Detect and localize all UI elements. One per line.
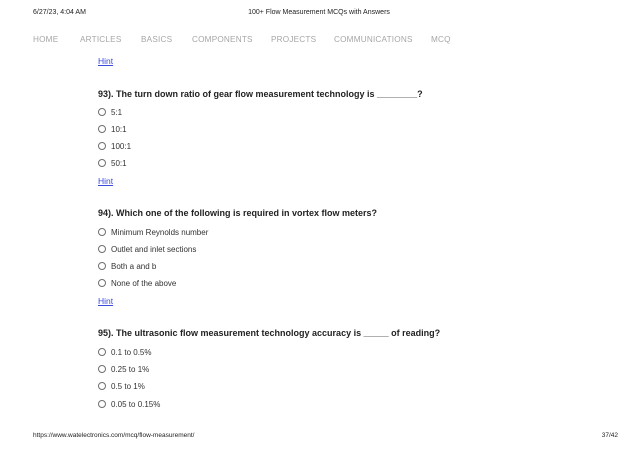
radio-button[interactable] <box>98 348 106 356</box>
option-93-a[interactable] <box>98 106 122 118</box>
hint-link-94[interactable]: Hint <box>98 296 114 306</box>
option-94-b[interactable] <box>98 243 196 255</box>
radio-button[interactable] <box>98 142 106 150</box>
radio-button[interactable] <box>98 365 106 373</box>
option-94-c[interactable] <box>98 260 156 272</box>
radio-button[interactable] <box>98 159 106 167</box>
radio-button[interactable] <box>98 228 106 236</box>
radio-button[interactable] <box>98 108 106 116</box>
print-date: 6/27/23, 4:04 AM <box>33 9 86 16</box>
nav-item-basics[interactable]: BASICS <box>141 35 173 44</box>
top-navigation <box>0 35 638 49</box>
nav-item-communications[interactable]: COMMUNICATIONS <box>334 35 413 44</box>
nav-item-articles[interactable]: ARTICLES <box>80 35 122 44</box>
page-number: 37/42 <box>601 432 618 439</box>
option-94-a[interactable] <box>98 226 208 238</box>
option-label: 0.05 to 0.15% <box>111 399 161 409</box>
radio-button[interactable] <box>98 382 106 390</box>
question-93: 93). The turn down ratio of gear flow measurement technology is ________? <box>98 89 423 99</box>
question-94: 94). Which one of the following is required in vortex flow meters? <box>98 208 378 218</box>
option-label: Both a and b <box>111 261 157 271</box>
print-footer <box>0 432 638 442</box>
option-label: 100:1 <box>111 141 132 151</box>
option-label: 10:1 <box>111 124 127 134</box>
print-title: 100+ Flow Measurement MCQs with Answers <box>248 9 390 16</box>
option-93-c[interactable] <box>98 140 131 152</box>
hint-link-93[interactable]: Hint <box>98 176 114 186</box>
option-label: Minimum Reynolds number <box>111 227 209 237</box>
option-label: None of the above <box>111 278 177 288</box>
question-95: 95). The ultrasonic flow measurement technology accuracy is _____ of reading? <box>98 328 441 338</box>
option-95-b[interactable] <box>98 363 149 375</box>
option-94-d[interactable] <box>98 277 176 289</box>
radio-button[interactable] <box>98 400 106 408</box>
radio-button[interactable] <box>98 125 106 133</box>
option-label: Outlet and inlet sections <box>111 244 197 254</box>
option-95-c[interactable] <box>98 380 145 392</box>
option-95-a[interactable] <box>98 346 151 358</box>
option-93-b[interactable] <box>98 123 127 135</box>
option-label: 0.1 to 0.5% <box>111 347 152 357</box>
radio-button[interactable] <box>98 279 106 287</box>
option-95-d[interactable] <box>98 398 160 410</box>
radio-button[interactable] <box>98 245 106 253</box>
nav-item-components[interactable]: COMPONENTS <box>192 35 253 44</box>
option-label: 5:1 <box>111 107 123 117</box>
option-93-d[interactable] <box>98 157 127 169</box>
hint-link-92[interactable]: Hint <box>98 56 114 66</box>
radio-button[interactable] <box>98 262 106 270</box>
option-label: 50:1 <box>111 158 127 168</box>
print-header <box>0 9 638 21</box>
option-label: 0.25 to 1% <box>111 364 150 374</box>
option-label: 0.5 to 1% <box>111 381 145 391</box>
nav-item-mcq[interactable]: MCQ <box>431 35 451 44</box>
nav-item-projects[interactable]: PROJECTS <box>271 35 317 44</box>
print-url: https://www.watelectronics.com/mcq/flow-measurement/ <box>33 432 195 439</box>
nav-item-home[interactable]: HOME <box>33 35 59 44</box>
